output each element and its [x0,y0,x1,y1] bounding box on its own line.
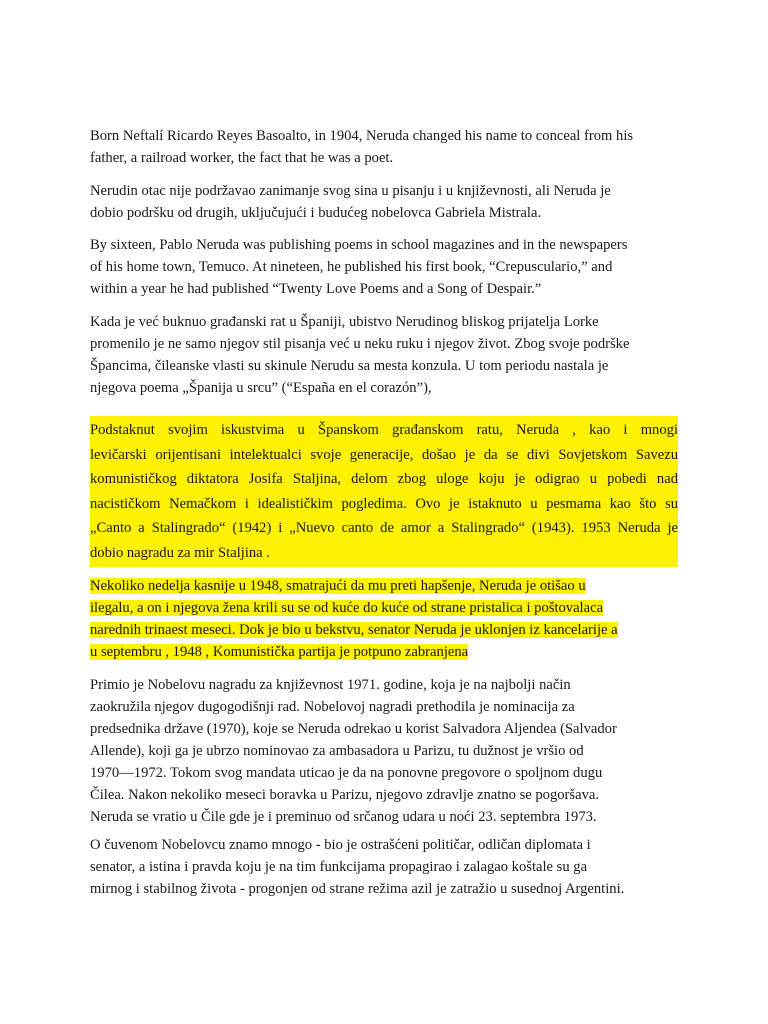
paragraph-3 [90,234,678,300]
paragraph-8 [90,834,678,900]
highlighted-line: Nekoliko nedelja kasnije u 1948, smatrajući da mu preti hapšenje, Neruda je otišao u [90,578,586,594]
paragraph-line: Neruda se vratio u Čile gde je i preminuo od srčanog udara u noći 23. septembra 1973. [90,809,597,825]
paragraph-line: promenilo je ne samo njegov stil pisanja već u neku ruku i njegov život. Zbog svoje podrške [90,336,630,352]
paragraph-line: Allende), koji ga je ubrzo nominovao za ambasadora u Parizu, tu dužnost je vršio od [90,743,584,759]
paragraph-4 [90,311,678,399]
paragraph-line: Podstaknut svojim iskustvima u Španskom građanskom ratu, Neruda , kao i mnogi [90,422,678,438]
highlighted-line: u septembru , 1948 , Komunistička partija je potpuno zabranjena [90,644,469,660]
paragraph-line: dobio podršku od drugih, uključujući i budućeg nobelovca Gabriela Mistrala. [90,205,542,221]
paragraph-line: Primio je Nobelovu nagradu za književnost 1971. godine, koja je na najbolji način [90,677,571,693]
paragraph-line: mirnog i stabilnog života - progonjen od strane režima azil je zatražio u susednoj Argentini. [90,881,625,897]
paragraph-line: „Canto a Stalingrado“ (1942) i „Nuevo canto de amor a Stalingrado“ (1943). 1953 Neruda je [90,520,678,536]
paragraph-2 [90,180,678,224]
paragraph-line: komunističkog diktatora Josifa Staljina, delom zbog uloge koju je odigrao u pobedi nad [90,471,678,487]
paragraph-line: father, a railroad worker, the fact that he was a poet. [90,150,394,166]
paragraph-1 [90,125,678,169]
paragraph-line: senator, a istina i pravda koju je na tim funkcijama propagirao i zalagao koštale su ga [90,859,588,875]
paragraph-line: nacističkom Nemačkom i idealističkim pogledima. Ovo je istaknuto u pesmama kao što su [90,495,678,512]
paragraph-line: of his home town, Temuco. At nineteen, he published his first book, “Crepusculario,” and [90,259,613,275]
paragraph-line: Nerudin otac nije podržavao zanimanje svog sina u pisanju i u književnosti, ali Neruda je [90,183,611,199]
highlighted-paragraph-6 [90,575,678,663]
paragraph-line: levičarski orijentisani intelektualci svoje generacije, došao je da se divi Sovjetskom Savezu [90,446,678,463]
paragraph-line: Špancima, čileanske vlasti su skinule Nerudu sa mesta konzula. U tom periodu nastala je [90,358,609,374]
paragraph-line: zaokružila njegov dugogodišnji rad. Nobelovoj nagradi prethodila je nominacija za [90,699,575,715]
paragraph-line: O čuvenom Nobelovcu znamo mnogo - bio je ostrašćeni političar, odličan diplomata i [90,837,591,853]
highlighted-line: ilegalu, a on i njegova žena krili su se od kuće do kuće od strane pristalica i poštovalaca [90,600,604,616]
paragraph-line: njegova poema „Španija u srcu” (“España en el corazón”), [90,380,432,396]
paragraph-7 [90,674,678,828]
paragraph-line: By sixteen, Pablo Neruda was publishing poems in school magazines and in the newspapers [90,237,628,253]
paragraph-line: predsednika države (1970), koje se Neruda odrekao u korist Salvadora Aljendea (Salvador [90,721,617,737]
paragraph-line: Born Neftalí Ricardo Reyes Basoalto, in 1904, Neruda changed his name to conceal from his [90,128,634,144]
paragraph-line: 1970—1972. Tokom svog mandata uticao je da na ponovne pregovore o spoljnom dugu [90,765,603,781]
paragraph-line: within a year he had published “Twenty Love Poems and a Song of Despair.” [90,281,542,297]
highlighted-line: narednih trinaest meseci. Dok je bio u bekstvu, senator Neruda je uklonjen iz kancelarije a [90,622,618,638]
paragraph-line: dobio nagradu za mir Staljina . [90,544,270,561]
paragraph-line: Čilea. Nakon nekoliko meseci boravka u Parizu, njegovo zdravlje znatno se pogoršava. [90,787,599,803]
paragraph-line: Kada je već buknuo građanski rat u Španiji, ubistvo Nerudinog bliskog prijatelja Lorke [90,314,599,330]
highlighted-paragraph-5 [90,416,678,567]
